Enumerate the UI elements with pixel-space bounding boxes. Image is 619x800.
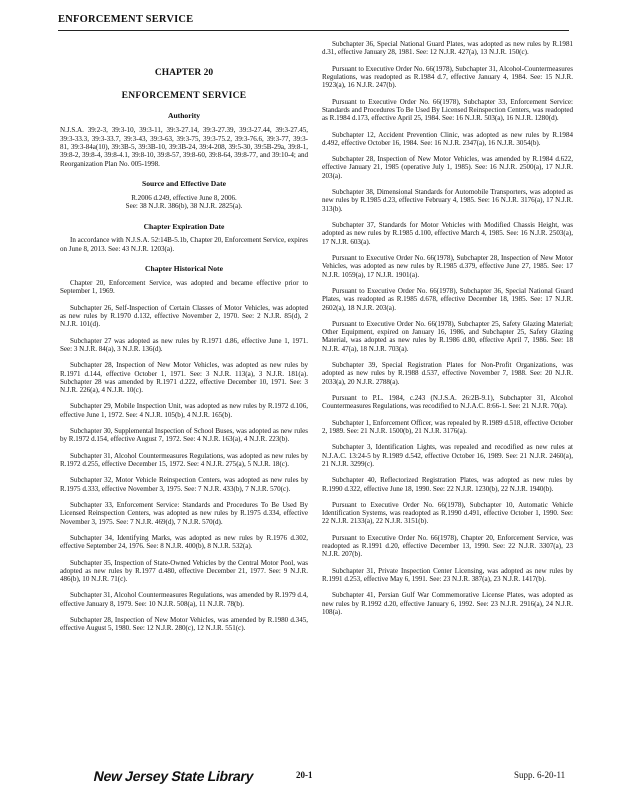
history-paragraph: Pursuant to Executive Order No. 66(1978), Subchapter 31, Alcohol-Countermeasures Regulations, was readopted as R.1984 d.7, effective January 4, 1984. See: 15 N.J.R. 1923(a), 16 N.J.R. 247(b). — [322, 64, 573, 90]
history-paragraph: Pursuant to Executive Order No. 66(1978), Subchapter 33, Enforcement Service: Standards and Procedures To Be Used By Licensed Reinspection Centers, was readopted as R.1984 d.173, effective April 25, 1984. See: 16 N.J.R. 503(a), 16 N.J.R. 1280(d). — [322, 97, 573, 123]
history-paragraph: Subchapter 26, Self-Inspection of Certain Classes of Motor Vehicles, was adopted as new rules by R.1970 d.132, effective November 2, 1970. See: 2 N.J.R. 85(d), 2 N.J.R. 101(d). — [60, 303, 308, 329]
history-heading: Chapter Historical Note — [145, 264, 223, 274]
history-paragraph: Subchapter 31, Alcohol Countermeasures Regulations, was amended by R.1979 d.4, effective January 8, 1979. See: 10 N.J.R. 508(a), 11 N.J.R. 78(b). — [60, 591, 308, 608]
history-paragraph: Subchapter 27 was adopted as new rules by R.1971 d.86, effective June 1, 1971. See: 3 N.J.R. 84(a), 3 N.J.R. 136(d). — [60, 336, 308, 353]
history-paragraph: Subchapter 40, Reflectorized Registration Plates, was adopted as new rules by R.1990 d.322, effective June 18, 1990. See: 22 N.J.R. 1230(b), 22 N.J.R. 1940(b). — [322, 476, 573, 493]
history-paragraph: Subchapter 39, Special Registration Plates for Non-Profit Organizations, was adopted as new rules by R.1988 d.537, effective November 7, 1988. See: 20 N.J.R. 2033(a), 20 N.J.R. 2788(a). — [322, 361, 573, 386]
history-paragraph: Subchapter 28, Inspection of New Motor Vehicles, was adopted as new rules by R.1971 d.144, effective October 1, 1971. See: 3 N.J.R. 113(a), 3 N.J.R. 181(a). Subchapter 28 was amended by R.1971 d.222, effective December 10, 1971. See: 3 N.J.R. 226(a), 4 N.J.R. 10(c). — [60, 361, 308, 395]
history-paragraph: Subchapter 29, Mobile Inspection Unit, was adopted as new rules by R.1972 d.106, effective June 1, 1972. See: 4 N.J.R. 105(b), 4 N.J.R. 165(b). — [60, 402, 308, 419]
history-paragraph: Subchapter 33, Enforcement Service: Standards and Procedures To Be Used By Licensed Reinspection Centers, was adopted as new rules by R.1975 d.334, effective November 3, 1975. See: 7 N.J.R. 469(d), 7 N.J.R. 570(d). — [60, 500, 308, 526]
source-line: R.2006 d.249, effective June 8, 2006. — [131, 193, 237, 202]
history-paragraph: Chapter 20, Enforcement Service, was adopted and became effective prior to September 1, 1969. — [60, 279, 308, 296]
history-paragraph: Subchapter 30, Supplemental Inspection of School Buses, was adopted as new rules by R.1972 d.154, effective August 7, 1972. See: 4 N.J.R. 163(a), 4 N.J.R. 223(b). — [60, 427, 308, 444]
page-number: 20-1 — [296, 770, 313, 780]
chapter-label: CHAPTER 20 — [154, 68, 214, 78]
source-heading: Source and Effective Date — [141, 178, 226, 188]
history-paragraph: Subchapter 41, Persian Gulf War Commemorative License Plates, was adopted as new rules by R.1992 d.20, effective January 6, 1992. See: 23 N.J.R. 2916(a), 24 N.J.R. 108(a). — [322, 591, 573, 616]
history-left-list — [60, 279, 308, 633]
history-paragraph: Subchapter 31, Private Inspection Center Licensing, was adopted as new rules by R.1991 d.253, effective May 6, 1991. See: 23 N.J.R. 387(a), 23 N.J.R. 1417(b). — [322, 566, 573, 583]
library-watermark: New Jersey State Library — [92, 768, 256, 784]
expiration-text: In accordance with N.J.S.A. 52:14B-5.1b, Chapter 20, Enforcement Service, expires on June 8, 2013. See: 43 N.J.R. 1203(a). — [60, 236, 308, 253]
history-paragraph: Subchapter 36, Special National Guard Plates, was adopted as new rules by R.1981 d.31, effective January 28, 1981. See: 12 N.J.R. 427(a), 13 N.J.R. 150(c). — [322, 40, 573, 57]
history-paragraph: Pursuant to P.L. 1984, c.243 (N.J.S.A. 26:2B-9.1), Subchapter 31, Alcohol Countermeasures Regulations, was recodified to N.J.A.C. 8:66-1. See: 21 N.J.R. 70(a). — [322, 394, 573, 411]
header-rule — [58, 30, 569, 31]
history-paragraph: Subchapter 12, Accident Prevention Clinic, was adopted as new rules by R.1984 d.492, effective October 16, 1984. See: 16 N.J.R. 2347(a), 16 N.J.R. 3054(b). — [322, 130, 573, 147]
history-paragraph: Subchapter 31, Alcohol Countermeasures Regulations, was adopted as new rules by R.1972 d.255, effective December 15, 1972. See: 4 N.J.R. 275(a), 5 N.J.R. 18(c). — [60, 451, 308, 469]
history-paragraph: Pursuant to Executive Order No. 66(1978), Chapter 20, Enforcement Service, was readopted as R.1991 d.20, effective December 13, 1990. See: 22 N.J.R. 3307(a), 23 N.J.R. 207(b). — [322, 533, 573, 559]
authority-text: N.J.S.A. 39:2-3, 39:3-10, 39:3-11, 39:3-27.14, 39:3-27.39, 39:3-27.44, 39:3-27.45, 39:3-33.3, 39:3-33.7, 39:3-43, 39:3-63, 39:3-75, 39:3-75.2, 39:3-76.6, 39:3-77, 39:3-81, 39:3-84a(10), 39:3B-5, 39:3B-10, 39:3B-24, 39:4-208, 39:5-30, 39:5B-29a, 39:8-1, 39:8-2, 39:8-4, 39:8-4.1, 39:8-10, 39:8-57, 39:8-60, 39:8-64, 39:8-77, and 39:10-4; and Reorganization Plan No. 005-1998. — [60, 126, 308, 168]
history-paragraph: Subchapter 1, Enforcement Officer, was repealed by R.1989 d.518, effective October 2, 1989. See: 21 N.J.R. 1500(b), 21 N.J.R. 3176(a). — [322, 418, 573, 435]
history-paragraph: Subchapter 28, Inspection of New Motor Vehicles, was amended by R.1980 d.345, effective August 5, 1980. See: 12 N.J.R. 280(c), 12 N.J.R. 551(c). — [60, 616, 308, 633]
expiration-heading: Chapter Expiration Date — [143, 221, 225, 231]
right-column — [322, 40, 573, 624]
history-paragraph: Pursuant to Executive Order No. 66(1978), Subchapter 28, Inspection of New Motor Vehicles, was adopted as new rules by R.1985 d.379, effective June 27, 1985. See: 17 N.J.R. 1059(a), 17 N.J.R. 1901(a). — [322, 253, 573, 279]
supplement-date: Supp. 6-20-11 — [514, 770, 566, 780]
history-paragraph: Subchapter 37, Standards for Motor Vehicles with Modified Chassis Height, was adopted as new rules by R.1985 d.100, effective March 4, 1985. See: 16 N.J.R. 2503(a), 17 N.J.R. 603(a). — [322, 221, 573, 246]
authority-heading: Authority — [167, 111, 201, 121]
history-paragraph: Pursuant to Executive Order No. 66(1978), Subchapter 25, Safety Glazing Material; Other Equipment, expired on January 16, 1986, and Subchapter 25, Safety Glazing Material, was adopted as new rules by R.1986 d.80, effective April 7, 1986. See: 18 N.J.R. 47(a), 18 N.J.R. 703(a). — [322, 319, 573, 353]
history-paragraph: Pursuant to Executive Order No. 66(1978), Subchapter 10, Automatic Vehicle Identification Systems, was readopted as R.1990 d.491, effective October 1, 1990. See: 22 N.J.R. 2133(a), 22 N.J.R. 3151(b). — [322, 500, 573, 526]
history-paragraph: Subchapter 32, Motor Vehicle Reinspection Centers, was adopted as new rules by R.1975 d.333, effective November 3, 1975. See: 7 N.J.R. 433(b), 7 N.J.R. 570(c). — [60, 476, 308, 493]
history-paragraph: Subchapter 28, Inspection of New Motor Vehicles, was amended by R.1984 d.622, effective January 21, 1985 (operative July 1, 1985). See: 16 N.J.R. 2500(a), 17 N.J.R. 203(a). — [322, 155, 573, 180]
history-paragraph: Pursuant to Executive Order No. 66(1978), Subchapter 36, Special National Guard Plates, was readopted as R.1985 d.678, effective December 18, 1985. See: 17 N.J.R. 2602(a), 18 N.J.R. 203(a). — [322, 286, 573, 312]
history-paragraph: Subchapter 35, Inspection of State-Owned Vehicles by the Central Motor Pool, was adopted as new rules by R.1977 d.480, effective December 21, 1977. See: 9 N.J.R. 486(b), 10 N.J.R. 71(c). — [60, 558, 308, 584]
left-column — [60, 52, 308, 641]
running-head: ENFORCEMENT SERVICE — [58, 14, 194, 25]
chapter-title: ENFORCEMENT SERVICE — [121, 91, 247, 102]
history-paragraph: Subchapter 34, Identifying Marks, was adopted as new rules by R.1976 d.302, effective September 24, 1976. See: 8 N.J.R. 400(b), 8 N.J.R. 532(a). — [60, 533, 308, 551]
history-paragraph: Subchapter 38, Dimensional Standards for Automobile Transporters, was adopted as new rules by R.1985 d.23, effective February 4, 1985. See: 16 N.J.R. 3176(a), 17 N.J.R. 313(b). — [322, 188, 573, 213]
history-paragraph: Subchapter 3, Identification Lights, was repealed and recodified as new rules at N.J.A.C. 13:24-5 by R.1989 d.542, effective October 16, 1989. See: 21 N.J.R. 2460(a), 21 N.J.R. 3299(c). — [322, 443, 573, 468]
source-citation: See: 38 N.J.R. 386(b), 38 N.J.R. 2825(a). — [125, 202, 243, 211]
